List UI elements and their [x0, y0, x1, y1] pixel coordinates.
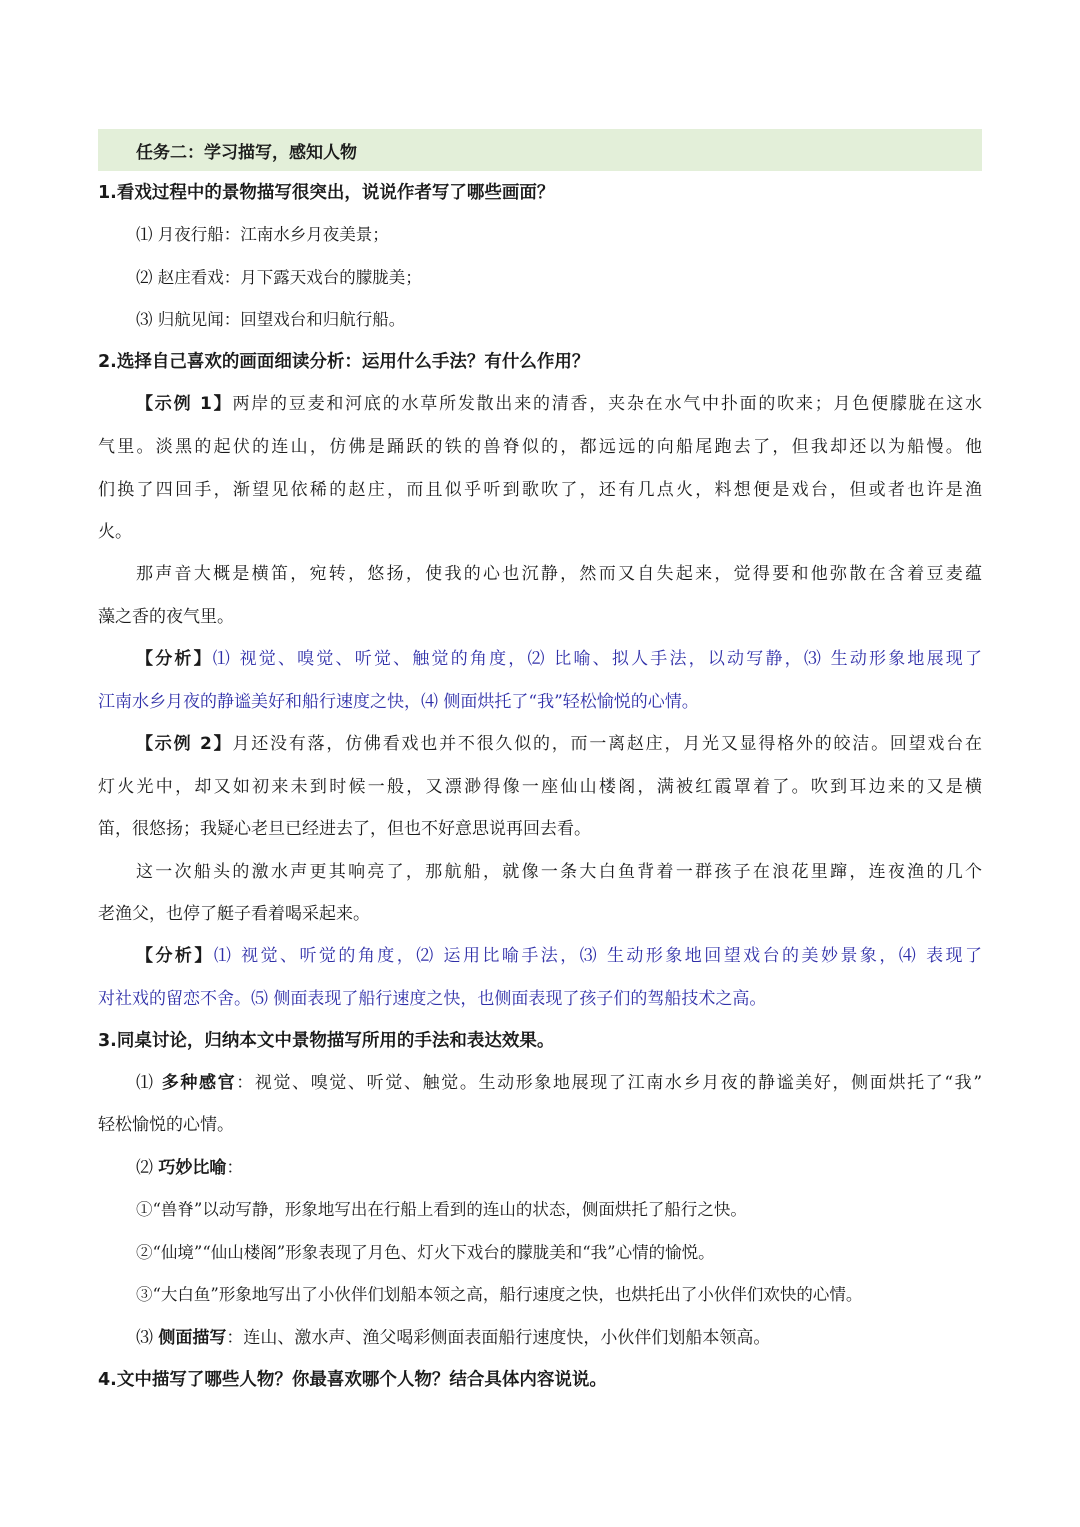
- task-header: [98, 129, 982, 171]
- q3-sub-2: ②“仙境”“仙山楼阁”形象表现了月色、灯火下戏台的朦胧美和“我”心情的愉悦。: [136, 1243, 715, 1262]
- analysis-1-text-1: ⑴ 视觉、嗅觉、听觉、触觉的角度，⑵ 比喻、拟人手法，以动写静，⑶ 生动形象地展现了: [212, 649, 982, 669]
- q3-point-1-heading: 多种感官: [161, 1073, 237, 1093]
- q3-point-2-num: ⑵: [136, 1158, 159, 1178]
- analysis-2-line-2: 对社戏的留恋不舍。⑸ 侧面表现了船行速度之快，也侧面表现了孩子们的驾船技术之高。: [98, 989, 767, 1009]
- q3-sub-3: ③“大白鱼”形象地写出了小伙伴们划船本领之高，船行速度之快，也烘托出了小伙伴们欢快的心情。: [136, 1285, 863, 1304]
- question-4-title: 4.文中描写了哪些人物？你最喜欢哪个人物？结合具体内容说说。: [98, 1370, 607, 1390]
- q3-point-1-line-1: [98, 1071, 982, 1095]
- example-1-label: 【示例 1】: [136, 394, 233, 414]
- q3-point-3: [98, 1326, 982, 1350]
- example-2-line-2: 灯火光中，却又如初来未到时候一般，又漂渺得像一座仙山楼阁，满被红霞罩着了。吹到耳边来的又是横: [98, 777, 982, 797]
- example-2-line-3: 笛，很悠扬；我疑心老旦已经进去了，但也不好意思说再回去看。: [98, 819, 591, 839]
- q3-point-2-text: ：: [226, 1158, 244, 1178]
- q3-point-3-heading: 侧面描写: [158, 1328, 227, 1348]
- analysis-2-line-1: [98, 944, 982, 968]
- q1-item-1: ⑴ 月夜行船：江南水乡月夜美景；: [136, 225, 389, 244]
- question-1-title: 1.看戏过程中的景物描写很突出，说说作者写了哪些画面？: [98, 183, 555, 203]
- analysis-1-label: 【分析】: [136, 649, 213, 669]
- example-1-text-1: 两岸的豆麦和河底的水草所发散出来的清香，夹杂在水气中扑面的吹来；月色便朦胧在这水: [232, 394, 983, 414]
- example-1-para2-line-2: 藻之香的夜气里。: [98, 607, 234, 627]
- q3-point-2-heading: 巧妙比喻: [158, 1158, 227, 1178]
- example-1-para2-line-1: 那声音大概是横笛，宛转，悠扬，使我的心也沉静，然而又自失起来，觉得要和他弥散在含着豆麦蕴: [136, 564, 982, 584]
- example-2-para2-line-2: 老渔父，也停了艇子看着喝采起来。: [98, 904, 370, 924]
- q3-point-2: [98, 1156, 982, 1180]
- example-2-line-1: [98, 732, 982, 756]
- example-1-line-2: 气里。淡黑的起伏的连山，仿佛是踊跃的铁的兽脊似的，都远远的向船尾跑去了，但我却还以为船慢。他: [98, 437, 982, 457]
- example-2-para2-line-1: 这一次船头的激水声更其响亮了，那航船，就像一条大白鱼背着一群孩子在浪花里蹿，连夜渔的几个: [136, 862, 982, 882]
- analysis-1-line-1: [98, 647, 982, 671]
- q3-point-3-num: ⑶: [136, 1328, 159, 1348]
- q3-point-3-text: ：连山、激水声、渔父喝彩侧面表面船行速度快，小伙伴们划船本领高。: [226, 1328, 771, 1348]
- analysis-2-text-1: ⑴ 视觉、听觉的角度，⑵ 运用比喻手法，⑶ 生动形象地回望戏台的美妙景象，⑷ 表现了: [213, 946, 982, 966]
- q3-point-1-line-2: 轻松愉悦的心情。: [98, 1115, 234, 1135]
- example-2-label: 【示例 2】: [136, 734, 233, 754]
- q3-sub-1: ①“兽脊”以动写静，形象地写出在行船上看到的连山的状态，侧面烘托了船行之快。: [136, 1200, 747, 1219]
- example-1-line-3: 们换了四回手，渐望见依稀的赵庄，而且似乎听到歌吹了，还有几点火，料想便是戏台，但或者也许是渔: [98, 480, 982, 500]
- example-2-text-1: 月还没有落，仿佛看戏也并不很久似的，而一离赵庄，月光又显得格外的皎洁。回望戏台在: [232, 734, 983, 754]
- example-1-line-1: [98, 392, 982, 416]
- q1-item-2: ⑵ 赵庄看戏：月下露天戏台的朦胧美；: [136, 268, 422, 287]
- q3-point-1-num: ⑴: [136, 1073, 162, 1093]
- analysis-1-line-2: 江南水乡月夜的静谧美好和船行速度之快，⑷ 侧面烘托了“我”轻松愉悦的心情。: [98, 692, 699, 712]
- analysis-2-label: 【分析】: [136, 946, 214, 966]
- question-3-title: 3.同桌讨论，归纳本文中景物描写所用的手法和表达效果。: [98, 1031, 555, 1051]
- question-2-title: 2.选择自己喜欢的画面细读分析：运用什么手法？有什么作用？: [98, 352, 590, 372]
- task-title: 任务二：学习描写，感知人物: [136, 142, 357, 163]
- q3-point-1-text: ：视觉、嗅觉、听觉、触觉。生动形象地展现了江南水乡月夜的静谧美好，侧面烘托了“我”: [236, 1073, 983, 1093]
- example-1-line-4: 火。: [98, 522, 132, 542]
- q1-item-3: ⑶ 归航见闻：回望戏台和归航行船。: [136, 310, 406, 329]
